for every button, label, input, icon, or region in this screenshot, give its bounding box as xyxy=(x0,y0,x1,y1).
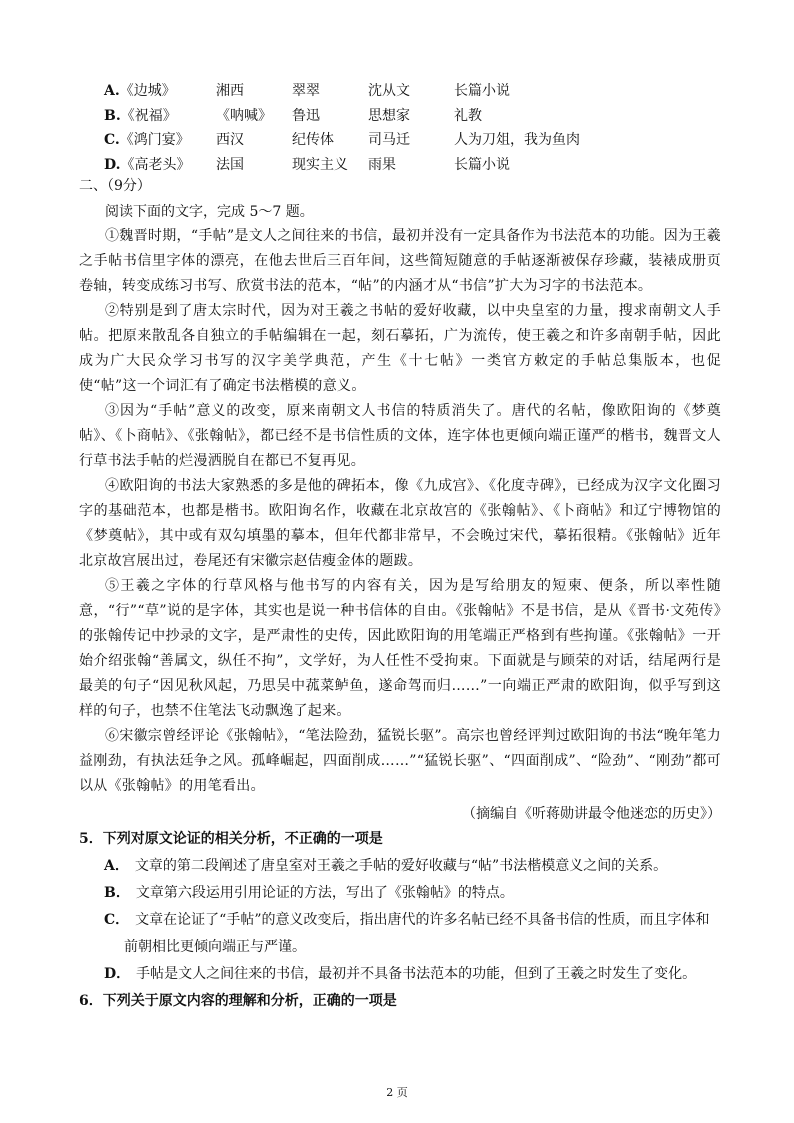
option-text: 文章在论证了“手帖”的意义改变后，指出唐代的许多名帖已经不具备书信的性质，而且字体和 xyxy=(135,912,710,928)
passage-paragraph-1: ①魏晋时期，“手帖”是文人之间往来的书信，最初并没有一定具备作为书法范本的功能。因为王羲之手帖书信里字体的漂亮，在他去世后三百年间，这些简短随意的手帖逐渐被保存珍藏，装裱成册页卷轴，转变成练习书写、欣赏书法的范本，“帖”的内涵才从“书信”扩大为习字的书法范本。 xyxy=(79,228,721,294)
questions-section xyxy=(79,826,721,1015)
passage-paragraph-3: ③因为“手帖”意义的改变，原来南朝文人书信的特质消失了。唐代的名帖，像欧阳询的《梦奠帖》、《卜商帖》、《张翰帖》，都已经不是书信性质的文体，连字体也更倾向端正谨严的楷书，魏晋文人行草书法手帖的烂漫洒脱自在都已不复再见。 xyxy=(79,403,721,469)
page-number: 2 页 xyxy=(386,1086,408,1099)
option-col4: 雨果 xyxy=(368,156,396,173)
question-5-option-b xyxy=(79,880,721,907)
question-6-stem: 6．下列关于原文内容的理解和分析，正确的一项是 xyxy=(79,993,397,1009)
option-label: A. xyxy=(104,83,120,99)
question-5-option-c-continued: 前朝相比更倾向端正与严谨。 xyxy=(124,939,306,955)
question-5-option-c xyxy=(79,907,721,934)
question-5-option-d xyxy=(79,961,721,988)
option-col2: 法国 xyxy=(216,156,244,173)
option-col3: 鲁迅 xyxy=(292,107,320,124)
section-title: 二、（9分） xyxy=(79,178,151,194)
option-label: B． xyxy=(104,885,130,901)
option-title: 《边城》 xyxy=(119,83,176,99)
option-col2: 《呐喊》 xyxy=(216,107,272,124)
option-col4: 司马迁 xyxy=(368,132,410,149)
option-col3: 纪传体 xyxy=(292,132,334,149)
option-col3: 现实主义 xyxy=(292,156,348,173)
option-col5: 人为刀俎，我为鱼肉 xyxy=(454,132,580,149)
option-col2: 西汉 xyxy=(216,132,244,149)
reading-passage xyxy=(79,200,721,827)
option-label: D. xyxy=(104,156,121,173)
passage-paragraph-6: ⑥宋徽宗曾经评论《张翰帖》，“笔法险劲，猛锐长驱”。高宗也曾经评判过欧阳询的书法“晚年笔力益刚劲，有执法廷争之风。孤峰崛起，四面削成……”“猛锐长驱”、“四面削成”、“险劲”、“刚劲”都可以从《张翰帖》的用笔看出。 xyxy=(79,728,721,794)
option-label: C． xyxy=(104,912,130,928)
passage-paragraph-2: ②特别是到了唐太宗时代，因为对王羲之书帖的爱好收藏，以中央皇室的力量，搜求南朝文人手帖。把原来散乱各自独立的手帖编辑在一起，刻石摹拓，广为流传，使王羲之和许多南朝手帖，因此成为广大民众学习书写的汉字美学典范，产生《十七帖》一类官方敕定的手帖总集版本，也促使“帖”这一个词汇有了确定书法楷模的意义。 xyxy=(79,303,721,394)
question-5-option-a xyxy=(79,853,721,880)
option-text: 文章第六段运用引用论证的方法，写出了《张翰帖》的特点。 xyxy=(135,885,514,901)
option-col4: 思想家 xyxy=(368,107,410,124)
question-5-stem: 5．下列对原文论证的相关分析，不正确的一项是 xyxy=(79,831,383,847)
passage-instructions: 阅读下面的文字，完成 5～7 题。 xyxy=(105,204,314,220)
option-title: 《高老头》 xyxy=(120,156,191,173)
option-col3: 翠翠 xyxy=(292,83,320,99)
option-text: 手帖是文人之间往来的书信，最初并不具备书法范本的功能，但到了王羲之时发生了变化。 xyxy=(136,966,697,982)
option-label: B. xyxy=(104,107,121,124)
passage-paragraph-4: ④欧阳询的书法大家熟悉的多是他的碑拓本，像《九成宫》、《化度寺碑》，已经成为汉字文化圈习字的基础范本，也都是楷书。欧阳询名作，收藏在北京故宫的《张翰帖》、《卜商帖》和辽宁博物馆的《梦奠帖》，其中或有双勾填墨的摹本，但年代都非常早，不会晚过宋代，摹拓很精。《张翰帖》近年北京故宫展出过，卷尾还有宋徽宗赵佶瘦金体的题跋。 xyxy=(79,478,721,569)
passage-source: （摘编自《听蒋勋讲最令他迷恋的历史》） xyxy=(462,806,721,822)
option-col2: 湘西 xyxy=(216,83,244,99)
option-label: D． xyxy=(104,966,131,982)
option-label: C. xyxy=(104,132,120,149)
option-label: A． xyxy=(104,858,129,874)
option-col5: 长篇小说 xyxy=(454,156,510,173)
passage-paragraph-5: ⑤王羲之字体的行草风格与他书写的内容有关，因为是写给朋友的短柬、便条，所以率性随意，“行”“草”说的是字体，其实也是说一种书信体的自由。《张翰帖》不是书信，是从《晋书·文苑传》的张翰传记中抄录的文字，是严肃性的史传，因此欧阳询的用笔端正严格到有些拘谨。《张翰帖》一开始介绍张翰“善属文，纵任不拘”，文学好，为人任性不受拘束。下面就是与顾荣的对话，结尾两行是最美的句子“因见秋风起，乃思吴中菰菜鲈鱼，遂命驾而归……”一向端正严肃的欧阳询，似乎写到这样的句子，也禁不住笔法飞动飘逸了起来。 xyxy=(79,578,721,719)
option-col5: 礼教 xyxy=(454,107,482,124)
option-col4: 沈从文 xyxy=(368,83,410,99)
option-title: 《鸿门宴》 xyxy=(119,132,190,149)
option-col5: 长篇小说 xyxy=(454,83,510,99)
option-title: 《祝福》 xyxy=(120,107,177,124)
option-text: 文章的第二段阐述了唐皇室对王羲之手帖的爱好收藏与“帖”书法楷模意义之间的关系。 xyxy=(134,858,668,874)
